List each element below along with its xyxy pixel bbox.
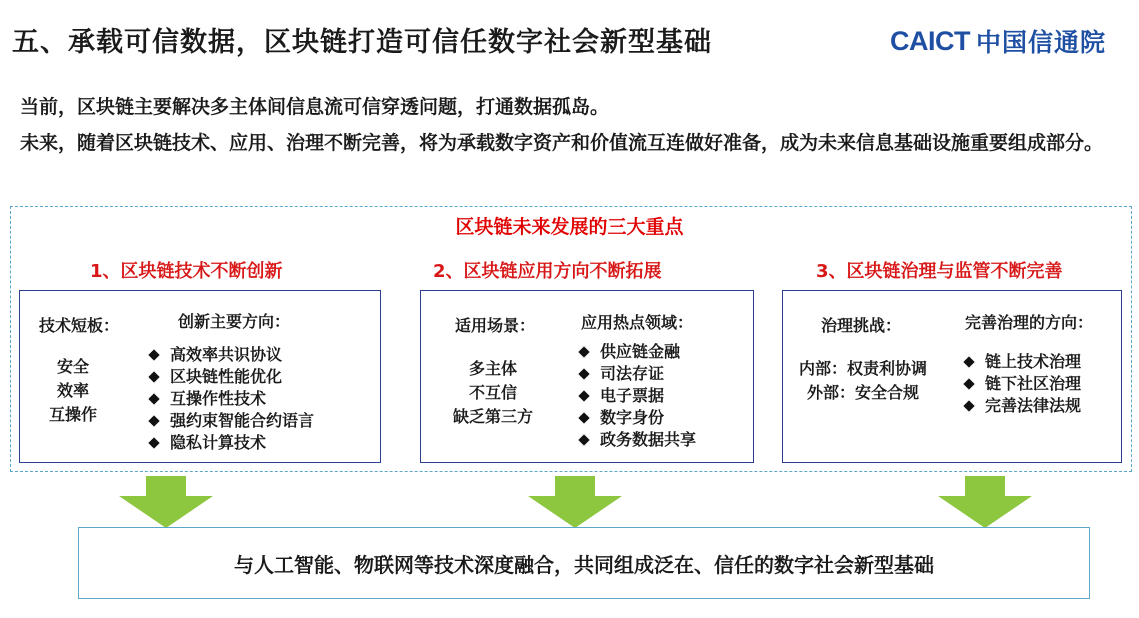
- list-item: 政务数据共享: [576, 429, 696, 451]
- down-arrow-icon: [119, 476, 213, 528]
- list-item: 供应链金融: [576, 341, 696, 363]
- intro-line-future: 未来，随着区块链技术、应用、治理不断完善，将为承载数字资产和价值流互连做好准备，成为未来信息基础设施重要组成部分。: [20, 132, 1104, 154]
- diamond-bullet-icon: [148, 371, 159, 382]
- diamond-bullet-icon: [963, 356, 974, 367]
- column-1-right-list: [146, 344, 314, 454]
- diamond-bullet-icon: [578, 390, 589, 401]
- diamond-bullet-icon: [578, 368, 589, 379]
- column-3-left-list: [789, 357, 937, 405]
- left-item: 不互信: [468, 383, 517, 402]
- column-2-left-label: 适用场景：: [455, 316, 536, 335]
- left-item: 效率: [56, 381, 89, 400]
- left-item: 内部：权责利协调: [798, 359, 927, 378]
- conclusion-box: [78, 527, 1090, 599]
- down-arrow-icon: [528, 476, 622, 528]
- diamond-bullet-icon: [963, 400, 974, 411]
- diamond-bullet-icon: [148, 349, 159, 360]
- conclusion-text: 与人工智能、物联网等技术深度融合，共同组成泛在、信任的数字社会新型基础: [234, 552, 934, 577]
- list-item: 高效率共识协议: [146, 344, 314, 366]
- list-item: 电子票据: [576, 385, 696, 407]
- column-1-box: [19, 290, 381, 463]
- column-3-right-list: [961, 351, 1081, 417]
- column-3-heading: 3、区块链治理与监管不断完善: [816, 261, 1063, 282]
- logo-en-text: CAICT: [890, 25, 970, 56]
- column-1-right-label: 创新主要方向：: [178, 312, 291, 331]
- list-item: 隐私计算技术: [146, 432, 314, 454]
- diamond-bullet-icon: [963, 378, 974, 389]
- list-item: 区块链性能优化: [146, 366, 314, 388]
- list-item: 互操作性技术: [146, 388, 314, 410]
- logo-cn-text: 中国信通院: [976, 28, 1107, 57]
- page-title: 五、承载可信数据，区块链打造可信任数字社会新型基础: [12, 27, 712, 58]
- caict-logo: [890, 26, 1106, 56]
- intro-line-current: 当前，区块链主要解决多主体间信息流可信穿透问题，打通数据孤岛。: [20, 96, 610, 118]
- diamond-bullet-icon: [578, 412, 589, 423]
- column-3-right-label: 完善治理的方向：: [965, 313, 1094, 332]
- left-item: 互操作: [48, 405, 97, 424]
- column-2-right-list: [576, 341, 696, 451]
- diamond-bullet-icon: [578, 434, 589, 445]
- diamond-bullet-icon: [578, 346, 589, 357]
- list-item: 司法存证: [576, 363, 696, 385]
- column-2-heading: 2、区块链应用方向不断拓展: [433, 261, 662, 282]
- diamond-bullet-icon: [148, 415, 159, 426]
- column-1-left-list: [40, 355, 106, 427]
- column-2-left-list: [441, 357, 545, 429]
- down-arrow-icon: [938, 476, 1032, 528]
- column-2-right-label: 应用热点领域：: [581, 313, 694, 332]
- diamond-bullet-icon: [148, 437, 159, 448]
- column-1-left-label: 技术短板：: [39, 316, 120, 335]
- column-2-box: [420, 290, 754, 463]
- column-3-box: [782, 290, 1122, 463]
- left-item: 缺乏第三方: [452, 407, 533, 426]
- left-item: 多主体: [468, 359, 517, 378]
- list-item: 链下社区治理: [961, 373, 1081, 395]
- left-item: 外部：安全合规: [806, 383, 919, 402]
- list-item: 强约束智能合约语言: [146, 410, 314, 432]
- list-item: 完善法律法规: [961, 395, 1081, 417]
- section-title: 区块链未来发展的三大重点: [455, 216, 684, 238]
- diamond-bullet-icon: [148, 393, 159, 404]
- column-1-heading: 1、区块链技术不断创新: [90, 261, 283, 282]
- column-3-left-label: 治理挑战：: [821, 316, 902, 335]
- list-item: 数字身份: [576, 407, 696, 429]
- left-item: 安全: [56, 357, 89, 376]
- list-item: 链上技术治理: [961, 351, 1081, 373]
